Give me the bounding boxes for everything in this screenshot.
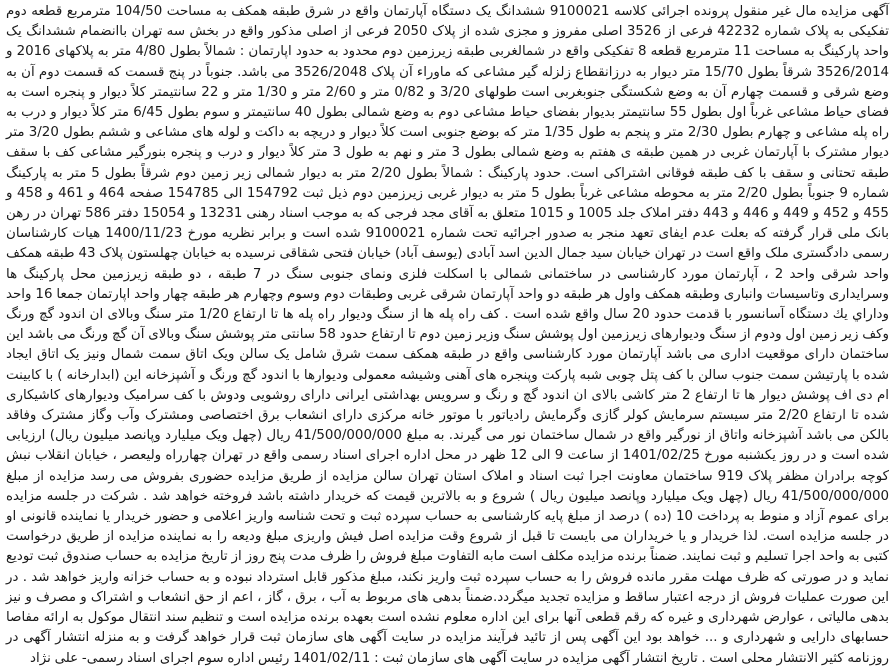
auction-notice-document <box>6 2 890 666</box>
auction-notice-body: آگهی مزایده مال غیر منقول پرونده اجرائی کلاسه 9100021 ششدانگ یک دستگاه آپارتمان واقع در شرق طبقه همکف به مساحت 104/50 مترمربع قطعه دوم تفکیکی به پلاک شماره 42232 فرعی از 3526 اصلی مفروز و مجزی شده از پلاک 2050 فرعی از اصلی مذکور واقع در بخش سه تهران باانضمام ششدانگ یک واحد پارکینگ به مساحت 11 مترمربع قطعه 8 تفکیکی واقع در شمالغربی طبقه زیرزمین دوم محدود به حدود اپارتمان : شمالاً بطول 4/80 متر به پلاکهای 2016 و 3526/2014 شرقاً بطول 15/70 متر دیوار به درزانقطاع زلزله گیر مشاعی که ماوراء آن پلاک 3526/2048 می باشد. جنوباً در پنج قسمت که قسمت دوم آن به وضع شرقی و قسمت چهارم آن به وضع شکستگی جنوبغربی است طولهای 3/20 و 0/82 متر و 2/60 متر و 1/30 متر و 22 سانتیمتر کلاً دیوار و پنجره است به فضای حیاط مشاعی غرباً اول بطول 55 سانتیمتر بدیوار بفضای حیاط مشاعی دوم به وضع شمالی بطول 40 سانتیمتر و سوم بطول 6/45 متر کلاً دیوار و درب به راه پله مشاعی و چهارم بطول 2/30 متر و پنجم به طول 1/35 متر که بوضع جنوبی است کلاً دیوار و دریچه به داکت و لوله های مشاعی و ششم بطول 3/20 متر دیوار مشترک با آپارتمان غربی در همین طبقه ی هفتم به وضع شمالی بطول 3 متر و نهم به طول 3 متر کلاً دیوار و درب و پنجره بنورگیر مشاعی کف با سقف طبقه تحتانی و سقف با کف طبقه فوقانی اشتراکی است. حدود پارکینگ : شمالاً بطول 2/20 متر به دیوار شمالی زیر زمین دوم شرقاً بطول 5 متر به پارکینگ شماره 9 جنوباً بطول 2/20 متر به محوطه مشاعی غرباً بطول 5 متر به دیوار غربی زیرزمین دوم ذیل ثبت 154792 الی 154785 صفحه 464 و 461 و 458 و 455 و 452 و 449 و 446 و 443 دفتر املاک جلد 1005 و 1015 متعلق به آقای مجد فرجی که به موجب اسناد رهنی 13231 و 15054 دفتر 586 تهران در رهن بانک ملی قرار گرفته که بعلت عدم ایفای تعهد منجر به صدور اجرائیه تحت شماره 9100021 شده است و برابر نظریه مورخ 1400/11/23 هیات کارشناسان رسمی دادگستری ملک واقع است در تهران خیابان سید جمال الدین اسد آبادی (یوسف آباد) خیابان فتحی شقاقی نرسیده به خیابان چهلستون پلاک 43 طبقه همکف واحد شرقی واحد 2 ، آپارتمان مورد کارشناسی در ساختمانی شمالی با اسکلت فلزی ونمای جنوبی سنگ در 7 طبقه ، دو طبقه زیرزمین محل پارکینگ ها وسرایداری وتاسیسات وانباری وطبقه همکف واول هر طبقه دو واحد آپارتمان شرقی غربی وطبقات دوم وسوم وچهارم هر طبقه چهار واحد اپارتمان جمعا 16 واحد وداراي يك دستگاه آسانسور با قدمت حدود 20 سال واقع شده است . کف راه پله ها از سنگ ودیوار راه پله ها تا ارتفاع 1/20 متر سنگ وبالای ان اندود گچ ورنگ وکف زیر زمین اول ودوم از سنگ ودیوارهای زیرزمین اول پوشش سنگ وزیر زمین دوم تا ارتفاع حدود 58 سانتی متر پوشش سنگ وبالای آن گچ ورنگ می باشد این ساختمان دارای موقعیت اداری می باشد آپارتمان مورد کارشناسی واقع در طبقه همکف سمت شرق شامل یک سالن ویک اتاق سمت شمال ونیز یک اتاق ایجاد شده با پارتیشن سمت جنوب سالن با کف پتل چوبی شبه پارکت وپنجره های آهنی وشیشه معمولی ودیوارها با اندود گچ ورنگ و آشپزخانه این (ابدارخانه ) با کابینت ام دی اف پوشش دیوار ها تا ارتفاع 2 متر کاشی بالای ان اندود گچ و رنگ و سرویس بهداشتی ایرانی دارای روشویی ودوش با کف سرامیک ودیوارهای کاشیکاری شده تا ارتفاع 2/20 متر سیستم سرمایش کولر گازی وگرمایش رادیاتور با موتور خانه مرکزی دارای انشعاب برق اختصاصی ومشترک وآب وگاز مشترک وفاقد بالکن می باشد آشپزخانه واتاق از نورگیر واقع در شمال ساختمان نور می گیرند. به مبلغ 41/500/000/000 ریال (چهل ویک میلیارد وپانصد میلیون ریال) ارزیابی شده است و در روز یکشنبه مورخ 1401/02/25 از ساعت 9 الی 12 ظهر در محل اداره اجرای اسناد رسمی واقع در تهران چهارراه ولیعصر ، خیابان انقلاب نبش کوچه برادران مظفر پلاک 919 ساختمان معاونت اجرا ثبت اسناد و املاک استان تهران سالن مزایده از طریق مزایده حضوری بفروش می رسد مزایده از مبلغ 41/500/000/000 ریال (چهل ویک میلیارد وپانصد میلیون ریال ) شروع و به بالاترین قیمت که خریدار داشته باشد فروخته خواهد شد . شرکت در جلسه مزایده برای عموم آزاد و منوط به پرداخت 10 (ده ) درصد از مبلغ پایه کارشناسی به حساب سپرده ثبت و تحت شناسه واریز اعلامی و حضور خریدار یا نماینده قانونی او در جلسه مزایده است. لذا خریدار و یا خریداران می بایست تا قبل از شروع وقت مزایده اصل فیش واریزی مبلغ ودیعه را به نماینده مزایده از طریق درخواست کتبی به واحد اجرا تسلیم و ثبت نمایند. ضمناً برنده مزایده مکلف است مابه التفاوت مبلغ فروش را ظرف مدت پنج روز از تاریخ مزایده به حساب صندوق ثبت تودیع نماید و در صورتی که ظرف مهلت مقرر مانده فروش را به حساب سپرده ثبت واریز نکند، مبلغ مذکور قابل استرداد نبوده و به حساب خزانه واریز خواهد شد . در این صورت عملیات فروش از درجه اعتبار ساقط و مزایده تجدید میگردد.ضمناً بدهی های مربوط به آب ، برق ، گاز ، اعم از حق انشعاب و اشتراک و مصرف و نیز بدهی مالیاتی ، عوارض شهرداری و غیره که رقم قطعی آنها برای این اداره معلوم نشده است بعهده برنده مزایده است و تنظیم سند انتقال موکول به ارائه مفاصا حسابهای دارایی و شهرداری و ... خواهد بود این آگهی پس از تائید فرآیند مزایده در سایت آگهی های سازمان ثبت قرار خواهد گرفت و به منزله انتشار آگهی در روزنامه کثیر الانتشار محلی است . تاریخ انتشار آگهی مزایده در سایت آگهی های سازمان ثبت : 1401/02/11 رئیس اداره سوم اجرای اسناد رسمی- علی نژاد <box>6 4 890 666</box>
